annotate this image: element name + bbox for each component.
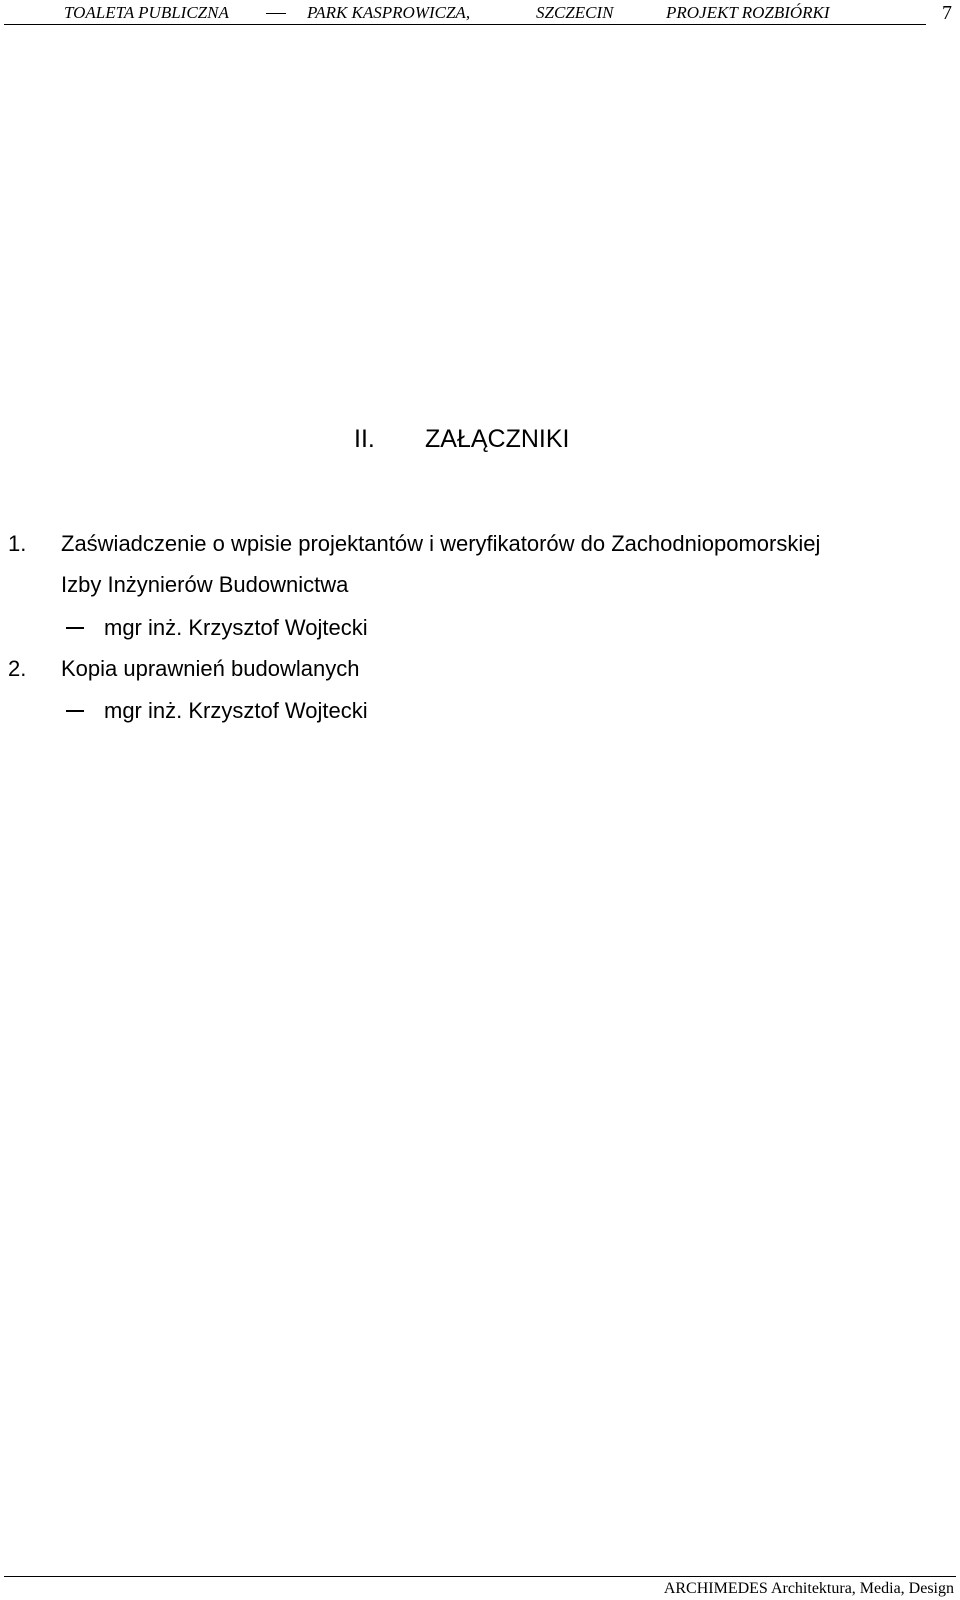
item-person: mgr inż. Krzysztof Wojtecki <box>104 615 368 640</box>
dash-bullet <box>66 627 84 629</box>
page-number: 7 <box>942 2 952 24</box>
dash-bullet <box>66 710 84 712</box>
header-project: TOALETA PUBLICZNA <box>64 3 229 22</box>
section-numeral: II. <box>354 425 375 453</box>
header-location: PARK KASPROWICZA, <box>307 3 471 22</box>
item-text-line2: Izby Inżynierów Budownictwa <box>61 572 349 597</box>
header-doc-type: PROJEKT ROZBIÓRKI <box>666 3 830 22</box>
footer-text: ARCHIMEDES Architektura, Media, Design <box>663 1580 954 1597</box>
item-number: 2. <box>8 656 27 681</box>
footer-divider <box>4 1576 956 1577</box>
section-title: ZAŁĄCZNIKI <box>425 425 570 453</box>
item-text-line1: Kopia uprawnień budowlanych <box>61 656 360 681</box>
item-text-line1: Zaświadczenie o wpisie projektantów i weryfikatorów do Zachodniopomorskiej <box>61 531 821 556</box>
item-person: mgr inż. Krzysztof Wojtecki <box>104 698 368 723</box>
header-dash <box>266 13 286 14</box>
page-header <box>0 0 960 30</box>
header-city: SZCZECIN <box>536 3 614 22</box>
item-number: 1. <box>8 531 27 556</box>
header-divider <box>4 24 926 25</box>
